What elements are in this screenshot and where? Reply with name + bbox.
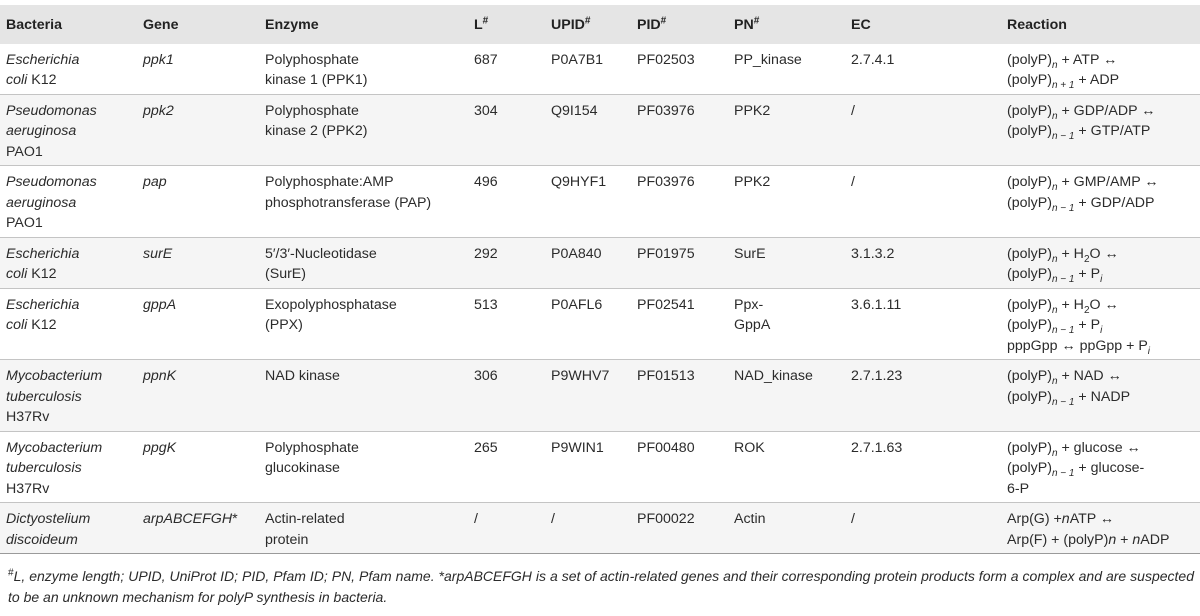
col-header-upid-label: UPID [551,17,585,33]
cell-upid: Q9HYF1 [551,174,607,190]
cell-gene: arpABCEFGH* [143,511,238,527]
cell-pn: SurE [734,245,766,262]
cell-bacteria: Escherichia coli K12 [6,51,80,88]
cell-ec: 2.7.1.63 [851,439,903,456]
footnote-text: L, enzyme length; UPID, UniProt ID; PID, Pfam ID; PN, Pfam name. *arpABCEFGH is a set of actin-related genes and their corresponding protein products form a complex and are suspected to be an unknown mechanism for polyP synthesis in bacteria. [8,568,1194,605]
cell-pn: NAD_kinase [734,368,813,384]
cell-bacteria: Escherichia coli K12 [6,296,80,333]
cell-reaction: $(polyP)_n + glucose$ ↔ $(polyP)_{n - 1} + glucose-$ 6-P [1007,439,1145,497]
cell-pid: PF03976 [637,102,695,119]
col-header-pn-label: PN [734,17,754,33]
hash-mark: # [753,15,760,27]
cell-reaction: $(polyP)_n + GDP/ADP$ ↔ $(polyP)_{n - 1} + GTP/ATP$ [1007,102,1156,142]
col-header-ec: EC [851,17,871,33]
cell-ec: / [851,174,855,190]
col-header-bacteria: Bacteria [6,17,62,33]
table-row [0,288,1200,360]
cell-upid: P9WHV7 [551,368,610,384]
cell-pn: PPK2 [734,102,771,119]
cell-gene: ppgK [143,439,177,456]
cell-ec: / [851,511,855,527]
cell-length: 304 [474,102,498,119]
cell-enzyme: Polyphosphate glucokinase [265,439,359,476]
cell-bacteria: Mycobacterium tuberculosis H37Rv [6,368,103,425]
cell-bacteria: Pseudomonas aeruginosa PAO1 [6,174,97,231]
cell-ec: / [851,102,855,119]
cell-reaction: Arp(G) +nATP ↔ Arp(F) + (polyP)n + nADP [1007,511,1170,548]
cell-pn: PP_kinase [734,51,802,68]
cell-gene: surE [143,245,173,262]
cell-length: 292 [474,245,498,262]
col-header-reaction: Reaction [1007,17,1067,33]
cell-upid: Q9I154 [551,102,598,119]
cell-length: 496 [474,174,498,190]
cell-upid: P0A7B1 [551,51,604,68]
col-header-l [468,5,545,44]
cell-gene: ppnK [143,368,177,384]
table-row [0,44,1200,95]
cell-enzyme: Polyphosphate kinase 1 (PPK1) [265,51,368,88]
cell-enzyme: Polyphosphate:AMP phosphotransferase (PAP) [265,174,432,211]
cell-ec: 3.1.3.2 [851,245,895,262]
table-row [0,94,1200,166]
col-header-upid [545,5,631,44]
cell-bacteria: Pseudomonas aeruginosa PAO1 [6,102,97,160]
cell-reaction: $(polyP)_n + H_2O$ ↔ $(polyP)_{n - 1} + P_i$ [1007,245,1119,285]
cell-reaction: $(polyP)_n + GMP/AMP$ ↔ $(polyP)_{n - 1} + GDP/ADP$ [1007,174,1159,214]
cell-length: 513 [474,296,498,313]
cell-pid: PF02541 [637,296,695,313]
cell-reaction: $(polyP)_n$ + ATP ↔ $(polyP)_{n + 1}$ + ADP [1007,51,1120,91]
enzyme-table [0,5,1200,554]
col-header-l-label: L [474,17,483,33]
footnote-hash: # [8,567,14,579]
col-header-enzyme: Enzyme [265,17,319,33]
header-row [0,5,1200,44]
cell-pn: Actin [734,511,766,527]
cell-pn: ROK [734,439,765,456]
col-header-pn [728,5,845,44]
cell-pn: Ppx- GppA [734,296,771,333]
cell-upid: / [551,511,555,527]
cell-enzyme: Polyphosphate kinase 2 (PPK2) [265,102,368,139]
table-footnote [8,566,1194,608]
cell-ec: 3.6.1.11 [851,296,902,313]
col-header-pid-label: PID [637,17,661,33]
hash-mark: # [584,15,591,27]
cell-enzyme: Actin-related protein [265,511,345,548]
cell-bacteria: Mycobacterium tuberculosis H37Rv [6,439,103,497]
cell-length: 306 [474,368,498,384]
cell-gene: ppk1 [143,51,174,68]
cell-pid: PF01513 [637,368,695,384]
cell-upid: P9WIN1 [551,439,604,456]
table-row [0,431,1200,503]
cell-gene: ppk2 [143,102,174,119]
cell-upid: P0AFL6 [551,296,603,313]
cell-gene: gppA [143,296,177,313]
table-row [0,166,1200,238]
cell-enzyme: 5′/3′-Nucleotidase (SurE) [265,245,377,282]
cell-pid: PF00480 [637,439,695,456]
cell-length: 687 [474,51,498,68]
cell-ec: 2.7.4.1 [851,51,895,68]
cell-enzyme: Exopolyphosphatase (PPX) [265,296,397,333]
cell-length: 265 [474,439,498,456]
col-header-pid [631,5,728,44]
cell-pid: PF01975 [637,245,695,262]
table-row [0,360,1200,432]
cell-length: / [474,511,478,527]
cell-pid: PF00022 [637,511,695,527]
cell-pn: PPK2 [734,174,771,190]
cell-reaction: $(polyP)_n + H_2O$ ↔ $(polyP)_{n - 1} + P_i$ pppGpp ↔ ppGpp + $P_i$ [1007,296,1151,357]
cell-pid: PF03976 [637,174,695,190]
cell-upid: P0A840 [551,245,602,262]
table-row [0,503,1200,554]
hash-mark: # [482,15,489,27]
cell-gene: pap [143,174,167,190]
cell-ec: 2.7.1.23 [851,368,903,384]
cell-pid: PF02503 [637,51,695,68]
cell-enzyme: NAD kinase [265,368,340,384]
cell-bacteria: Dictyostelium discoideum [6,511,91,548]
table-row [0,237,1200,288]
cell-reaction: $(polyP)_n$ + NAD ↔ $(polyP)_{n - 1}$ + NADP [1007,368,1131,408]
hash-mark: # [660,15,667,27]
col-header-gene: Gene [143,17,179,33]
cell-bacteria: Escherichia coli K12 [6,245,80,282]
